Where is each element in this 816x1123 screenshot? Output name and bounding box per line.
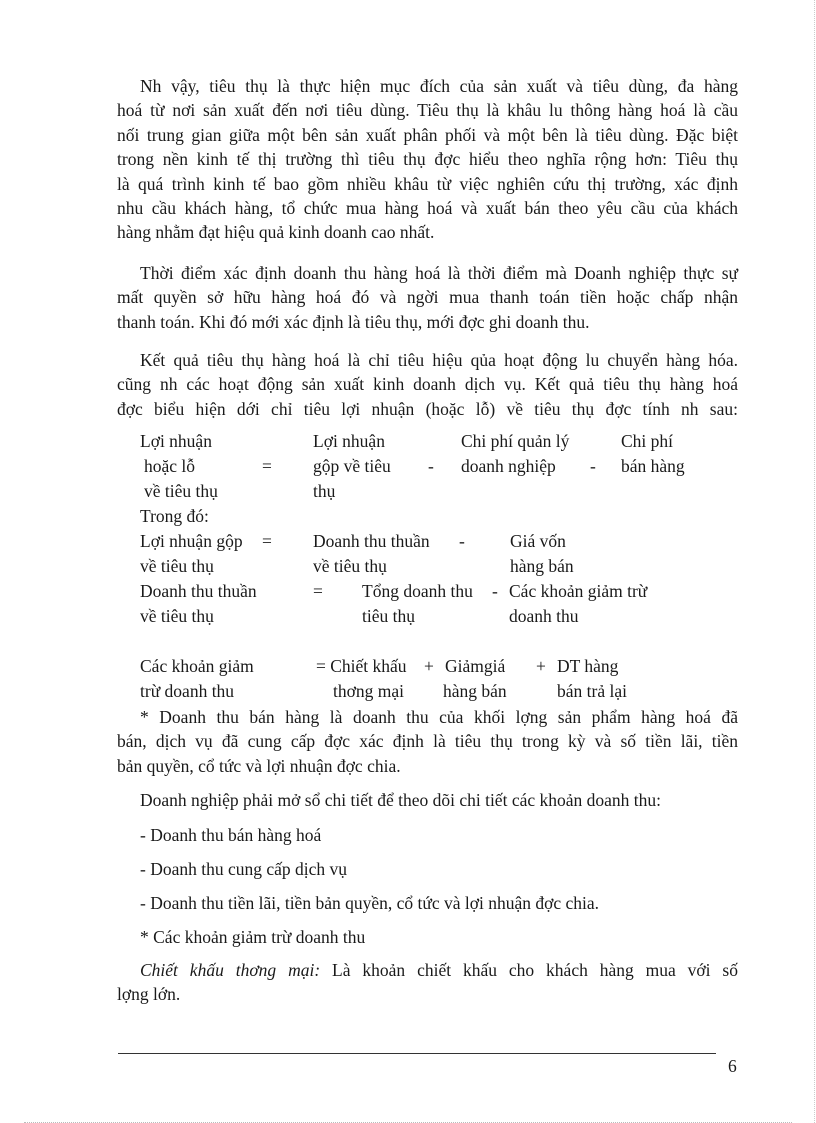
text-line: nhu cầu khách hàng, tổ chức mua hàng hoá và xuất bán theo yêu cầu của khách <box>117 198 738 219</box>
formula-lhs: Lợi nhuận <box>140 431 212 451</box>
formula-lhs: Các khoản giảm <box>140 656 254 676</box>
text-line: bản quyền, cổ tức và lợi nhuận đợc chia. <box>117 755 401 776</box>
formula-term: về tiêu thụ <box>313 556 387 576</box>
minus-sign: - <box>492 581 498 601</box>
formula-term: Doanh thu thuần <box>313 531 430 551</box>
term-trade-discount: Chiết khấu thơng mại: <box>140 960 321 980</box>
formula-lhs: về tiêu thụ <box>144 481 218 501</box>
paragraph-trade-discount <box>117 958 738 1007</box>
text-line: thanh toán. Khi đó mới xác định là tiêu thụ, mới đợc ghi doanh thu. <box>117 311 590 332</box>
text-line: lợng lớn. <box>117 984 181 1005</box>
text-line: Thời điểm xác định doanh thu hàng hoá là thời điểm mà Doanh nghiệp thực sự <box>140 263 738 283</box>
paragraph-sales-revenue <box>117 705 738 778</box>
minus-sign: - <box>590 456 596 476</box>
text-line: đợc biểu hiện dới chỉ tiêu lợi nhuận (hoặc lỗ) về tiêu thụ đợc tính nh sau: <box>117 398 738 419</box>
minus-sign: - <box>459 531 465 551</box>
formula-term: thụ <box>313 481 336 501</box>
trong-do-label: Trong đó: <box>140 506 209 526</box>
list-item: - Doanh thu tiền lãi, tiền bản quyền, cổ tức và lợi nhuận đợc chia. <box>140 893 600 913</box>
page-number: 6 <box>728 1056 737 1076</box>
formula-lhs: về tiêu thụ <box>140 556 214 576</box>
formula-term: Lợi nhuận <box>313 431 385 451</box>
formula-lhs: Doanh thu thuần <box>140 581 257 601</box>
footer-rule <box>118 1053 716 1054</box>
text-line: cũng nh các hoạt động sản xuất kinh doanh dịch vụ. Kết quả tiêu thụ hàng hoá <box>117 374 738 395</box>
paragraph-revenue-timing <box>117 261 738 334</box>
equals-sign: = <box>313 581 323 601</box>
formula-term: Giảmgiá <box>445 656 506 676</box>
text-line: nối trung gian giữa một bên sản xuất phân phối và một bên là tiêu dùng. Đặc biệt <box>117 124 738 145</box>
formula-term: Chi phí quản lý <box>461 431 570 451</box>
formula-term: Chi phí <box>621 431 674 451</box>
paragraph-detail-ledger: Doanh nghiệp phải mở sổ chi tiết để theo dõi chi tiết các khoản doanh thu: <box>140 790 662 810</box>
text-line: hàng nhằm đạt hiệu quả kinh doanh cao nhất. <box>117 222 435 243</box>
equals-sign: = <box>262 456 272 476</box>
text-line: hoá từ nơi sản xuất đến nơi tiêu dùng. Tiêu thụ là khâu lu thông hàng hoá là cầu <box>117 100 738 121</box>
formula-term: hàng bán <box>510 556 574 576</box>
formula-lhs: hoặc lỗ <box>144 456 196 476</box>
text-line: trong nền kinh tế thị trường thì tiêu thụ đợc hiểu theo nghĩa rộng hơn: Tiêu thụ <box>117 149 738 170</box>
paragraph-sales-result <box>117 348 738 421</box>
formula-term: Tổng doanh thu <box>362 581 473 601</box>
formula-term: gộp về tiêu <box>313 456 391 476</box>
definition-text: Là khoản chiết khấu cho khách hàng mua với số <box>320 960 738 980</box>
equals-sign: = <box>262 531 272 551</box>
formula-term: bán trả lại <box>557 681 627 701</box>
text-line: Nh vậy, tiêu thụ là thực hiện mục đích của sản xuất và tiêu dùng, đa hàng <box>140 76 738 96</box>
paragraph-deductions-heading: * Các khoản giảm trừ doanh thu <box>140 927 366 947</box>
formula-term: Các khoản giảm trừ <box>509 581 648 601</box>
formula-lhs: Lợi nhuận gộp <box>140 531 243 551</box>
formula-term: tiêu thụ <box>362 606 415 626</box>
formula-term: hàng bán <box>443 681 507 701</box>
text-line: bán, dịch vụ đã cung cấp đợc xác định là tiêu thụ trong kỳ và số tiền lãi, tiền <box>117 731 738 752</box>
minus-sign: - <box>428 456 434 476</box>
list-item: - Doanh thu bán hàng hoá <box>140 825 322 845</box>
formula-lhs: về tiêu thụ <box>140 606 214 626</box>
text-line: Kết quả tiêu thụ hàng hoá là chỉ tiêu hiệu qủa hoạt động lu chuyển hàng hóa. <box>140 350 738 370</box>
plus-sign: + <box>536 656 546 676</box>
formula-term: Giá vốn <box>510 531 566 551</box>
text-line: * Doanh thu bán hàng là doanh thu của khối lợng sản phẩm hàng hoá đã <box>140 707 738 727</box>
formula-term: thơng mại <box>333 681 404 701</box>
formula-term: = Chiết khấu <box>316 656 407 676</box>
paragraph-consumption-definition <box>117 74 738 245</box>
formula-lhs: trừ doanh thu <box>140 681 235 701</box>
text-line: mất quyền sở hữu hàng hoá đó và ngời mua thanh toán tiền hoặc chấp nhận <box>117 287 738 308</box>
text-line: là quá trình kinh tế bao gồm nhiều khâu từ việc nghiên cứu thị trường, xác định <box>117 173 738 194</box>
list-item: - Doanh thu cung cấp dịch vụ <box>140 859 348 879</box>
formula-term: doanh nghiệp <box>461 456 556 476</box>
plus-sign: + <box>424 656 434 676</box>
formula-term: doanh thu <box>509 606 579 626</box>
page-right-border <box>814 0 815 1123</box>
text-line <box>140 958 738 982</box>
formula-term: DT hàng <box>557 656 619 676</box>
formula-term: bán hàng <box>621 456 685 476</box>
